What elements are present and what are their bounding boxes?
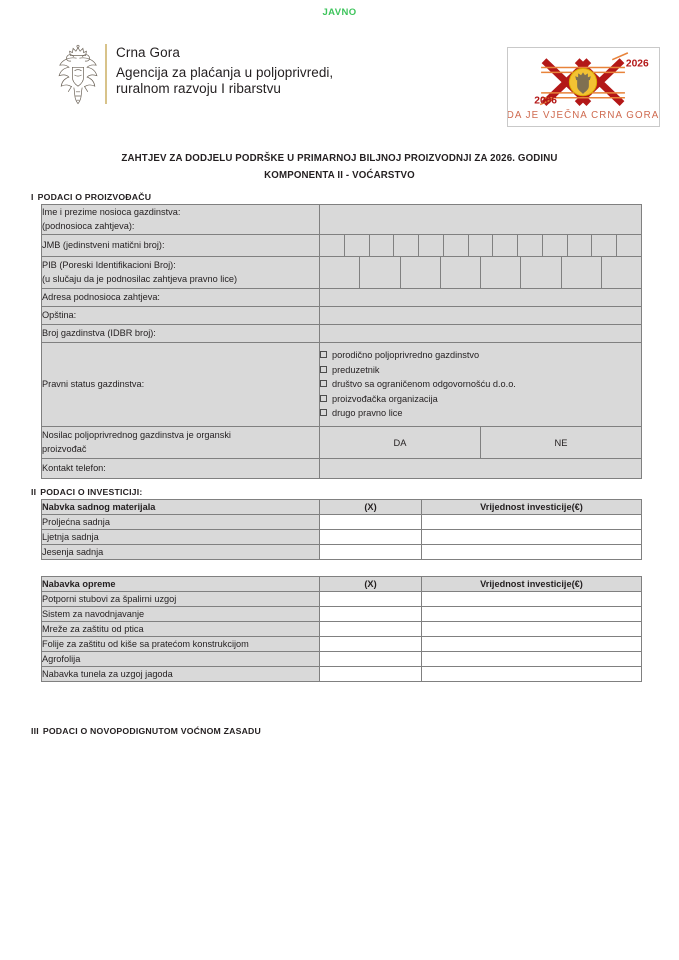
jmb-digit-cell[interactable]: [518, 235, 543, 256]
table-row: [42, 545, 642, 560]
planting-row-mark-input[interactable]: [320, 530, 422, 545]
pib-digit-cell[interactable]: [360, 257, 400, 288]
jmb-digit-cell[interactable]: [493, 235, 518, 256]
equipment-row-label: Sistem za navodnjavanje: [42, 607, 320, 622]
legal-status-option-4[interactable]: [320, 392, 641, 407]
table-header-row: [42, 577, 642, 592]
table-row: [42, 637, 642, 652]
organic-answer-cell: [320, 427, 642, 459]
table-row: [42, 652, 642, 667]
section-three-label: PODACI O NOVOPODIGNUTOM VOĆNOM ZASADU: [42, 726, 262, 736]
svg-text:DA JE VJEČNA CRNA GORA: DA JE VJEČNA CRNA GORA: [508, 110, 659, 122]
planting-row-value-input[interactable]: [422, 515, 642, 530]
table-row: [42, 343, 642, 427]
section-heading-one: [31, 192, 679, 202]
table-row: [42, 427, 642, 459]
legal-status-option-label: preduzetnik: [332, 364, 380, 375]
equipment-row-value-input[interactable]: [422, 652, 642, 667]
table-row: [42, 325, 642, 343]
pib-digit-cell[interactable]: [441, 257, 481, 288]
section-one-label: PODACI O PROIZVOĐAČU: [37, 192, 152, 202]
pib-digit-cell[interactable]: [401, 257, 441, 288]
equipment-row-mark-input[interactable]: [320, 607, 422, 622]
jmb-digit-cell[interactable]: [568, 235, 593, 256]
jmb-digit-cell[interactable]: [543, 235, 568, 256]
agency-branding: [57, 42, 333, 106]
jmb-digit-cell[interactable]: [345, 235, 370, 256]
organic-producer-label: [42, 427, 320, 459]
jmb-digit-cell[interactable]: [592, 235, 617, 256]
municipality-label: Opština:: [42, 307, 320, 325]
equipment-row-mark-input[interactable]: [320, 652, 422, 667]
table-row: [42, 235, 642, 257]
equipment-row-value-input[interactable]: [422, 622, 642, 637]
equipment-row-label: Agrofolija: [42, 652, 320, 667]
equipment-row-mark-input[interactable]: [320, 667, 422, 682]
equipment-row-mark-input[interactable]: [320, 637, 422, 652]
agency-name-line1: Agencija za plaćanja u poljoprivredi,: [116, 65, 334, 80]
equipment-table: [41, 576, 642, 682]
checkbox-icon[interactable]: [320, 351, 327, 358]
country-name: Crna Gora: [116, 45, 180, 60]
legal-status-option-1[interactable]: [320, 348, 641, 363]
equipment-row-value-input[interactable]: [422, 607, 642, 622]
planting-col-value: Vrijednost investicije(€): [422, 500, 642, 515]
coat-of-arms-icon: [57, 44, 99, 106]
pib-label-line2: (u slučaju da je podnosilac zahtjeva pravno lice): [42, 273, 238, 284]
planting-row-label: Jesenja sadnja: [42, 545, 320, 560]
address-input[interactable]: [320, 289, 642, 307]
jmb-label: JMB (jedinstveni matični broj):: [42, 235, 320, 257]
organic-yes-option[interactable]: DA: [320, 427, 481, 458]
table-row: [42, 307, 642, 325]
phone-label: Kontakt telefon:: [42, 459, 320, 479]
jmb-digit-cell[interactable]: [320, 235, 345, 256]
equipment-col-value: Vrijednost investicije(€): [422, 577, 642, 592]
svg-text:2006: 2006: [534, 95, 557, 107]
planting-row-mark-input[interactable]: [320, 515, 422, 530]
table-row: [42, 622, 642, 637]
jmb-digit-cell[interactable]: [617, 235, 641, 256]
brand-divider: [105, 44, 107, 104]
pib-digit-cell[interactable]: [602, 257, 641, 288]
table-row: [42, 205, 642, 235]
equipment-row-value-input[interactable]: [422, 667, 642, 682]
legal-status-option-label: društvo sa ograničenom odgovornošću d.o.o.: [332, 379, 516, 390]
table-row: [42, 289, 642, 307]
table-row: [42, 459, 642, 479]
anniversary-logo: [507, 47, 660, 127]
section-two-number: II: [31, 487, 37, 497]
planting-row-label: Proljećna sadnja: [42, 515, 320, 530]
jmb-digit-cell[interactable]: [469, 235, 494, 256]
checkbox-icon[interactable]: [320, 409, 327, 416]
equipment-row-label: Folije za zaštitu od kiše sa pratećom konstrukcijom: [42, 637, 320, 652]
municipality-input[interactable]: [320, 307, 642, 325]
pib-label: [42, 257, 320, 289]
jmb-digit-cell[interactable]: [370, 235, 395, 256]
table-row: [42, 515, 642, 530]
equipment-row-mark-input[interactable]: [320, 592, 422, 607]
document-title: [55, 150, 624, 184]
equipment-row-label: Mreže za zaštitu od ptica: [42, 622, 320, 637]
applicant-name-label: [42, 205, 320, 235]
checkbox-icon[interactable]: [320, 366, 327, 373]
phone-input[interactable]: [320, 459, 642, 479]
equipment-row-label: Potporni stubovi za špalirni uzgoj: [42, 592, 320, 607]
document-title-line1: ZAHTJEV ZA DODJELU PODRŠKE U PRIMARNOJ BILJNOJ PROIZVODNJI ZA 2026. GODINU: [121, 153, 558, 164]
document-title-line2: KOMPONENTA II - VOĆARSTVO: [264, 170, 415, 181]
document-header: [0, 42, 679, 136]
pib-cells-group[interactable]: [320, 257, 642, 289]
jmb-digit-cell[interactable]: [419, 235, 444, 256]
legal-status-options: [320, 343, 642, 427]
planting-col-mark: (X): [320, 500, 422, 515]
planting-row-mark-input[interactable]: [320, 545, 422, 560]
legal-status-option-2[interactable]: [320, 363, 641, 378]
applicant-name-label-line2: (podnosioca zahtjeva):: [42, 220, 135, 231]
equipment-col-mark: (X): [320, 577, 422, 592]
section-one-number: I: [31, 192, 34, 202]
organic-producer-label-line1: Nosilac poljoprivrednog gazdinstva je organski: [42, 430, 231, 440]
legal-status-option-label: drugo pravno lice: [332, 408, 403, 419]
organic-no-option[interactable]: NE: [481, 427, 642, 458]
table-row: [42, 667, 642, 682]
checkbox-icon[interactable]: [320, 380, 327, 387]
section-three-number: III: [31, 726, 39, 736]
pib-digit-cell[interactable]: [562, 257, 602, 288]
equipment-col-label: Nabavka opreme: [42, 577, 320, 592]
legal-status-option-label: porodično poljoprivredno gazdinstvo: [332, 350, 480, 361]
idbr-label: Broj gazdinstva (IDBR broj):: [42, 325, 320, 343]
jmb-cells-group[interactable]: [320, 235, 642, 257]
table-row: [42, 607, 642, 622]
applicant-name-label-line1: Ime i prezime nosioca gazdinstva:: [42, 207, 181, 217]
legal-status-option-5[interactable]: [320, 406, 641, 421]
section-heading-two: [31, 487, 679, 497]
pib-digit-cell[interactable]: [481, 257, 521, 288]
section-two-label: PODACI O INVESTICIJI:: [40, 487, 143, 497]
pib-digit-cell[interactable]: [521, 257, 561, 288]
planting-row-label: Ljetnja sadnja: [42, 530, 320, 545]
planting-material-table: [41, 499, 642, 560]
pib-label-line1: PIB (Poreski Identifikacioni Broj):: [42, 260, 176, 270]
jmb-digit-cell[interactable]: [444, 235, 469, 256]
table-row: [42, 530, 642, 545]
classification-banner: JAVNO: [322, 7, 357, 18]
section-heading-three: [31, 726, 679, 736]
agency-name-line2: ruralnom razvoju I ribarstvu: [116, 81, 281, 96]
equipment-row-value-input[interactable]: [422, 592, 642, 607]
planting-row-value-input[interactable]: [422, 530, 642, 545]
planting-row-value-input[interactable]: [422, 545, 642, 560]
applicant-name-input[interactable]: [320, 205, 642, 235]
address-label: Adresa podnosioca zahtjeva:: [42, 289, 320, 307]
legal-status-label: Pravni status gazdinstva:: [42, 343, 320, 427]
checkbox-icon[interactable]: [320, 395, 327, 402]
pib-digit-cell[interactable]: [320, 257, 360, 288]
equipment-row-value-input[interactable]: [422, 637, 642, 652]
svg-text:2026: 2026: [625, 58, 649, 70]
organic-producer-label-line2: proizvođač: [42, 443, 87, 454]
legal-status-option-label: proizvođačka organizacija: [332, 393, 438, 404]
table-row: [42, 592, 642, 607]
table-header-row: [42, 500, 642, 515]
equipment-row-mark-input[interactable]: [320, 622, 422, 637]
legal-status-option-3[interactable]: [320, 377, 641, 392]
planting-col-label: Nabvka sadnog materijala: [42, 500, 320, 515]
jmb-digit-cell[interactable]: [394, 235, 419, 256]
equipment-row-label: Nabavka tunela za uzgoj jagoda: [42, 667, 320, 682]
idbr-input[interactable]: [320, 325, 642, 343]
producer-data-table: [41, 204, 642, 479]
table-row: [42, 257, 642, 289]
